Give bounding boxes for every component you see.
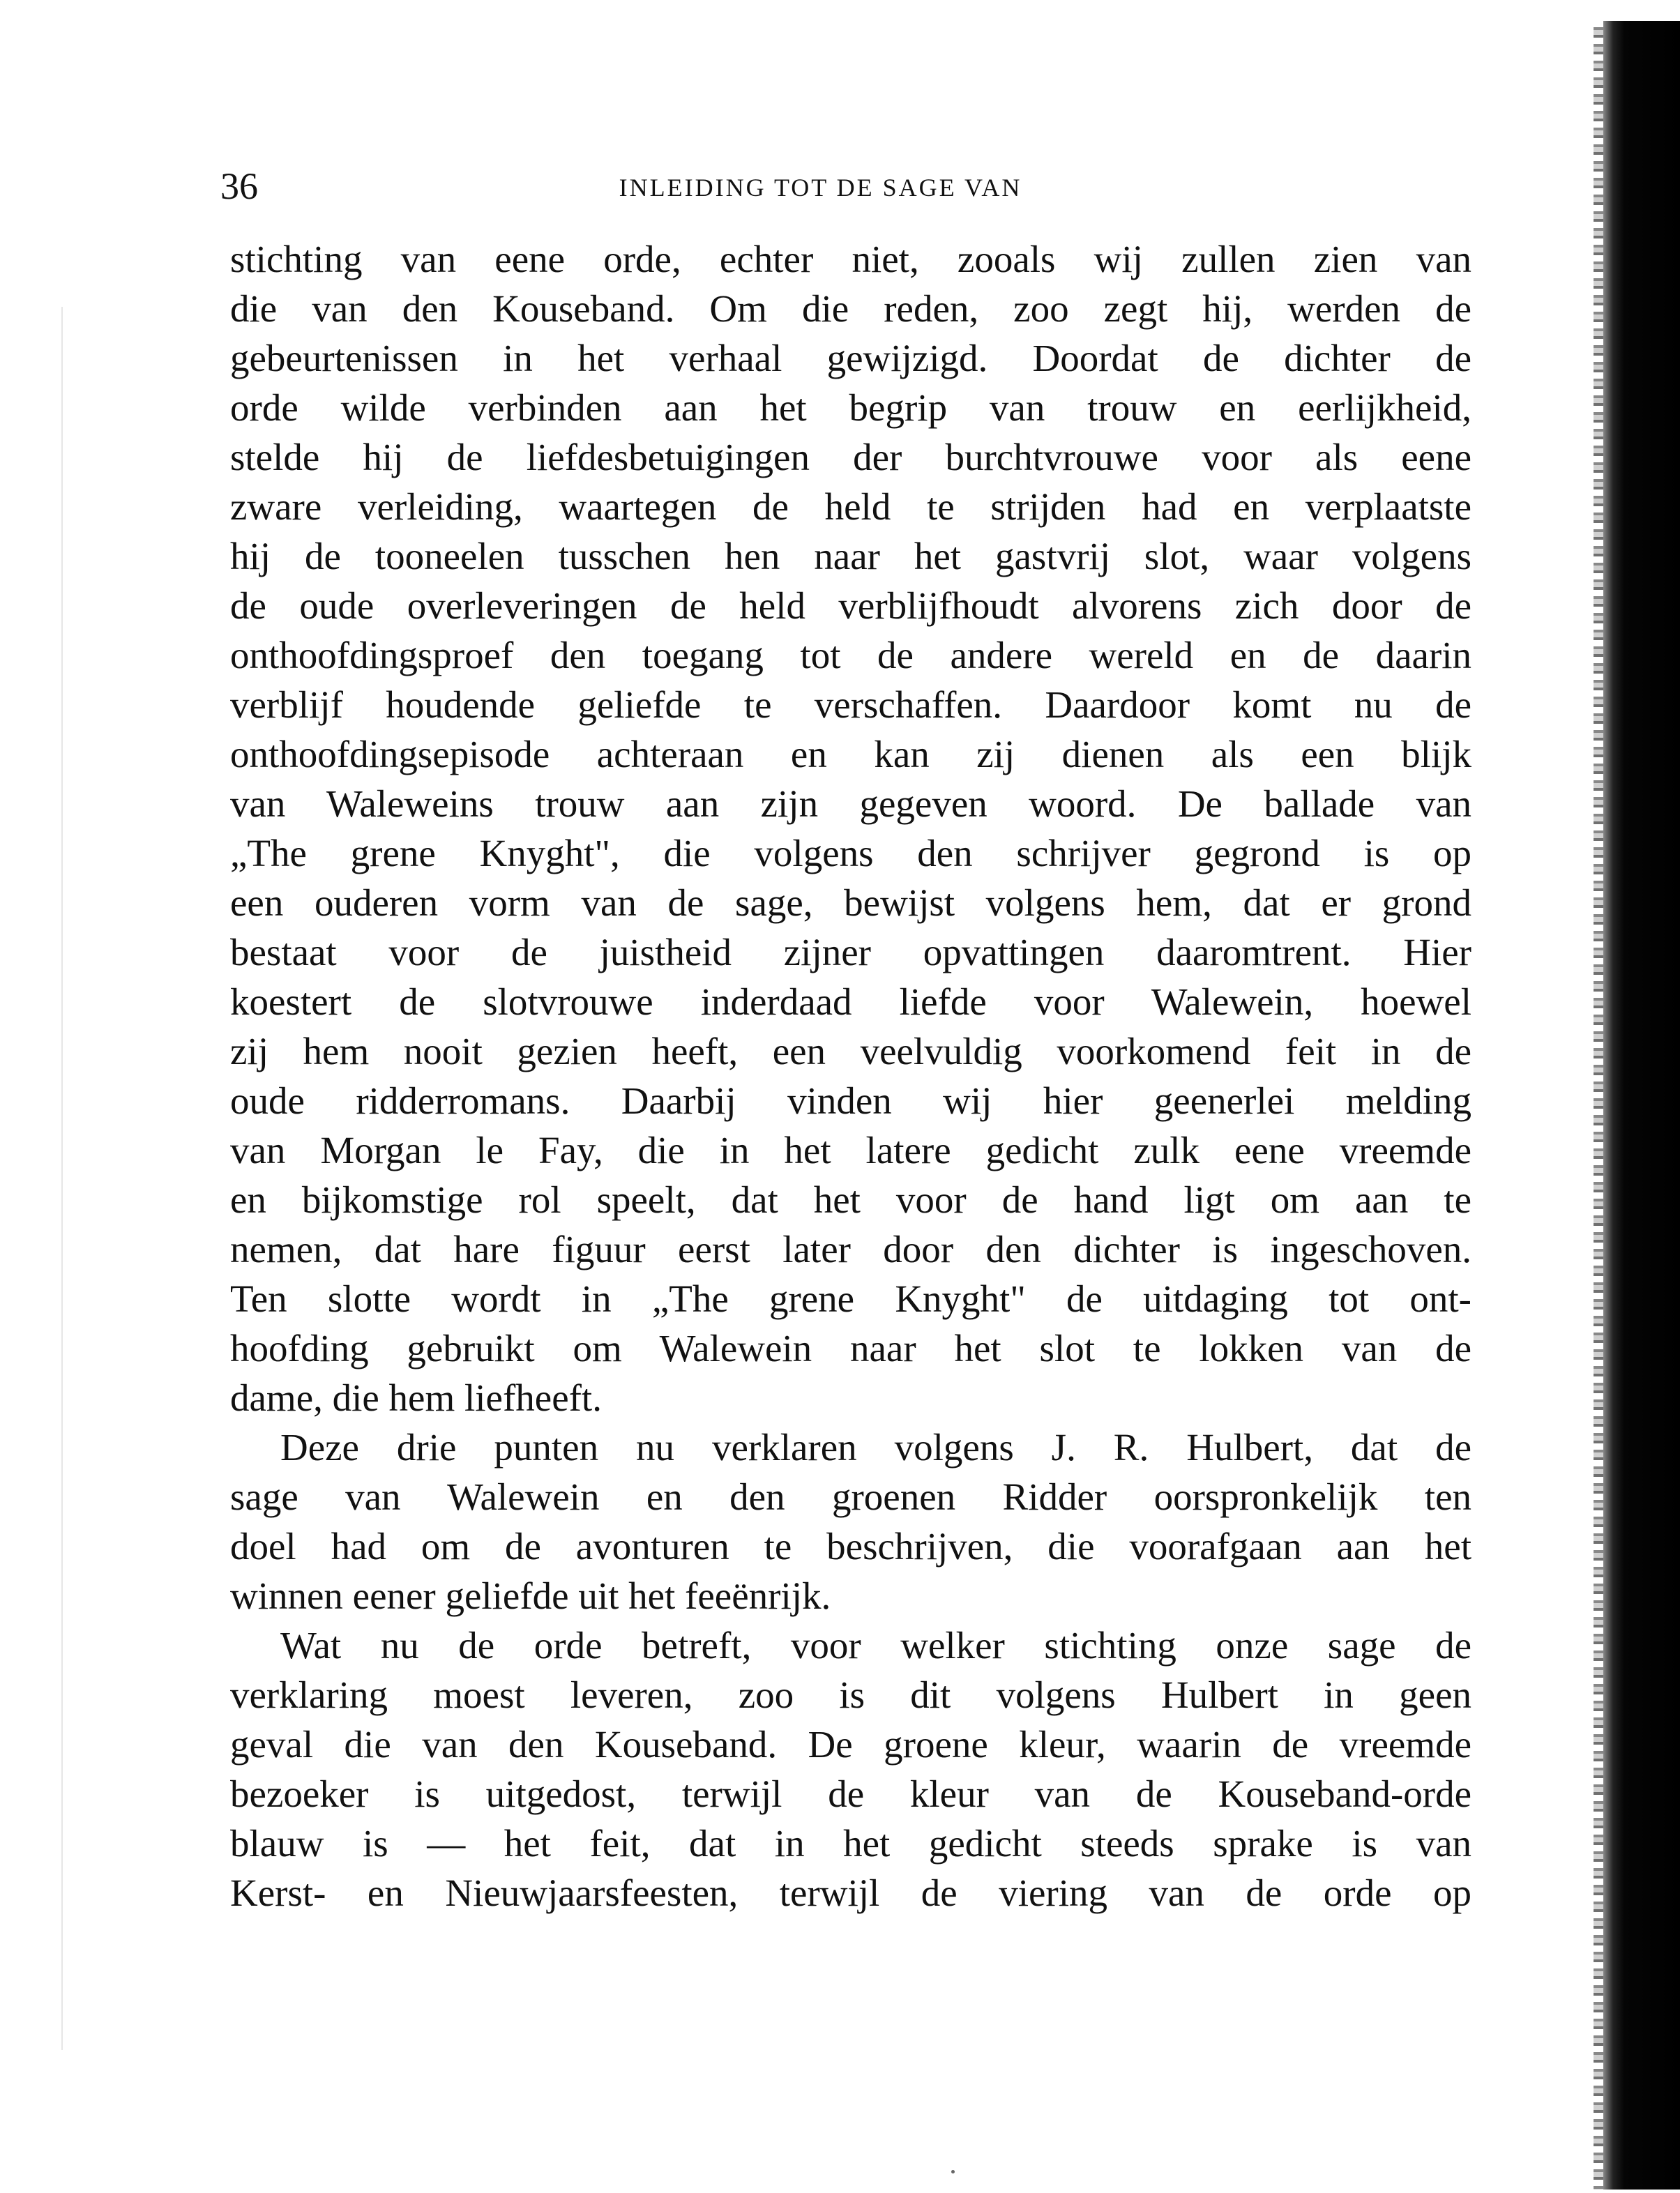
text-line: en bijkomstige rol speelt, dat het voor de hand ligt om aan te bbox=[230, 1178, 1471, 1221]
text-line: onthoofdingsepisode achteraan en kan zij dienen als een blijk bbox=[230, 733, 1471, 775]
text-line: stichting van eene orde, echter niet, zooals wij zullen zien van bbox=[230, 238, 1471, 280]
running-title: INLEIDING TOT DE SAGE VAN bbox=[619, 174, 1022, 202]
text-line: gebeurtenissen in het verhaal gewijzigd. Doordat de dichter de bbox=[230, 337, 1471, 379]
text-line: sage van Walewein en den groenen Ridder oorspronkelijk ten bbox=[230, 1475, 1471, 1518]
scan-artifact-line bbox=[61, 307, 63, 2050]
paragraph bbox=[230, 1422, 1471, 1621]
text-line: nemen, dat hare figuur eerst later door den dichter is ingeschoven. bbox=[230, 1228, 1471, 1270]
text-line: winnen eener geliefde uit het feeënrijk. bbox=[230, 1574, 831, 1617]
text-line: dame, die hem liefheeft. bbox=[230, 1376, 602, 1419]
text-line: onthoofdingsproef den toegang tot de andere wereld en de daarin bbox=[230, 634, 1471, 676]
text-line: een ouderen vorm van de sage, bewijst volgens hem, dat er grond bbox=[230, 881, 1471, 924]
text-line: oude ridderromans. Daarbij vinden wij hier geenerlei melding bbox=[230, 1079, 1471, 1122]
text-line: blauw is — het feit, dat in het gedicht steeds sprake is van bbox=[230, 1822, 1471, 1865]
text-line: verklaring moest leveren, zoo is dit volgens Hulbert in geen bbox=[230, 1674, 1471, 1716]
text-line: zij hem nooit gezien heeft, een veelvuldig voorkomend feit in de bbox=[230, 1030, 1471, 1072]
paragraph bbox=[230, 1621, 1471, 1918]
text-line: Ten slotte wordt in „The grene Knyght" de uitdaging tot ont- bbox=[230, 1277, 1471, 1320]
book-binding-shadow bbox=[1603, 21, 1680, 2190]
text-line: doel had om de avonturen te beschrijven, die voorafgaan aan het bbox=[230, 1525, 1471, 1568]
paragraph bbox=[230, 234, 1471, 1422]
text-line: Wat nu de orde betreft, voor welker stichting onze sage de bbox=[280, 1624, 1471, 1667]
text-line: Kerst- en Nieuwjaarsfeesten, terwijl de viering van de orde op bbox=[230, 1872, 1471, 1914]
text-line: „The grene Knyght", die volgens den schrijver gegrond is op bbox=[230, 832, 1471, 874]
text-line: stelde hij de liefdesbetuigingen der burchtvrouwe voor als eene bbox=[230, 436, 1471, 478]
page-number: 36 bbox=[220, 165, 258, 207]
text-line: geval die van den Kouseband. De groene kleur, waarin de vreemde bbox=[230, 1723, 1471, 1766]
text-line: orde wilde verbinden aan het begrip van trouw en eerlijkheid, bbox=[230, 386, 1471, 429]
text-line: verblijf houdende geliefde te verschaffen. Daardoor komt nu de bbox=[230, 683, 1471, 726]
text-line: die van den Kouseband. Om die reden, zoo zegt hij, werden de bbox=[230, 287, 1471, 330]
text-line: bestaat voor de juistheid zijner opvattingen daaromtrent. Hier bbox=[230, 931, 1471, 973]
text-line: Deze drie punten nu verklaren volgens J. R. Hulbert, dat de bbox=[280, 1426, 1471, 1469]
text-line: hoofding gebruikt om Walewein naar het slot te lokken van de bbox=[230, 1327, 1471, 1369]
text-line: bezoeker is uitgedost, terwijl de kleur van de Kouseband-orde bbox=[230, 1773, 1471, 1815]
text-line: zware verleiding, waartegen de held te strijden had en verplaatste bbox=[230, 485, 1471, 528]
scan-speck bbox=[951, 2170, 955, 2173]
text-line: van Waleweins trouw aan zijn gegeven woord. De ballade van bbox=[230, 782, 1471, 825]
body-text bbox=[230, 234, 1471, 1918]
text-line: de oude overleveringen de held verblijfhoudt alvorens zich door de bbox=[230, 584, 1471, 627]
running-head bbox=[0, 173, 1680, 202]
text-line: koestert de slotvrouwe inderdaad liefde voor Walewein, hoewel bbox=[230, 980, 1471, 1023]
text-line: van Morgan le Fay, die in het latere gedicht zulk eene vreemde bbox=[230, 1129, 1471, 1171]
text-line: hij de tooneelen tusschen hen naar het gastvrij slot, waar volgens bbox=[230, 535, 1471, 577]
